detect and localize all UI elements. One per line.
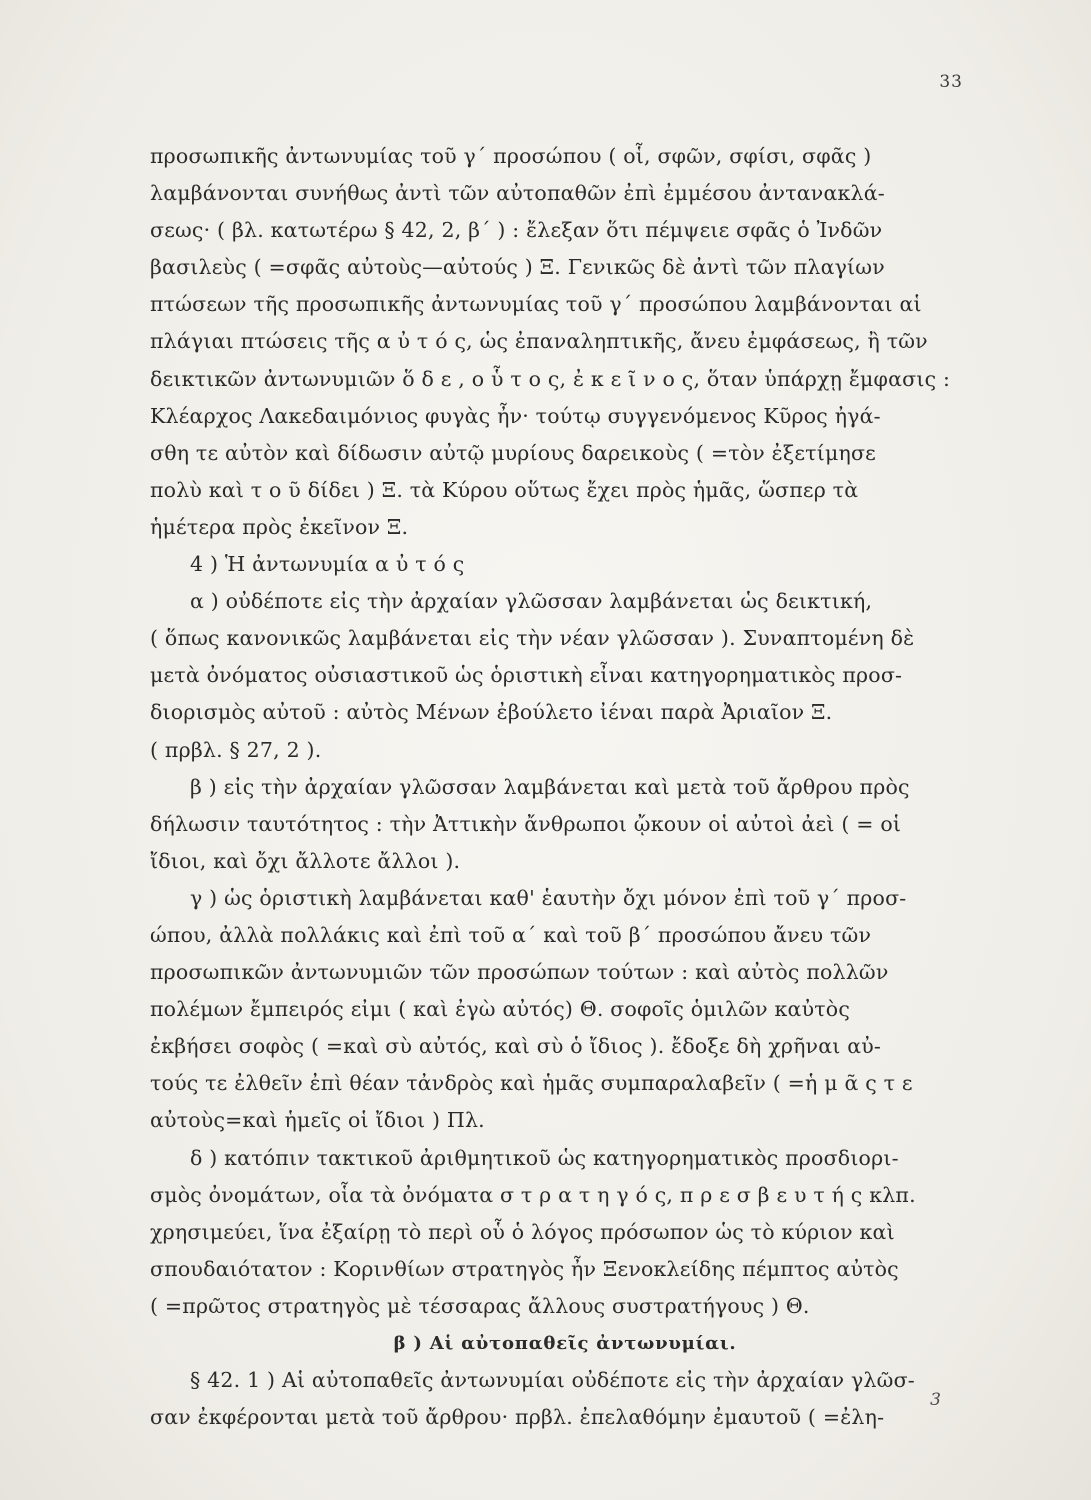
text-line: δ ) κατόπιν τακτικοῦ ἀριθμητικοῦ ὡς κατηγορηματικὸς προσδιορι- — [190, 1145, 899, 1170]
text-line: γ ) ὡς ὁριστικὴ λαμβάνεται καθ' ἑαυτὴν ὄχι μόνον ἐπὶ τοῦ γ΄ προσ- — [190, 885, 907, 910]
body-text — [150, 138, 980, 1436]
text-line: σεως· ( βλ. κατωτέρω § 42, 2, β΄ ) : ἔλεξαν ὅτι πέμψειε σφᾶς ὁ Ἰνδῶν — [150, 218, 883, 243]
text-line: α ) οὐδέποτε εἰς τὴν ἀρχαίαν γλῶσσαν λαμβάνεται ὡς δεικτική, — [190, 589, 873, 614]
page-number: 33 — [939, 72, 963, 92]
text-line: τούς τε ἐλθεῖν ἐπὶ θέαν τἀνδρὸς καὶ ἡμᾶς συμπαραλαβεῖν ( =ἡ μ ᾶ ς τ ε — [150, 1071, 913, 1096]
text-line: αὐτοὺς=καὶ ἡμεῖς οἱ ἴδιοι ) Πλ. — [150, 1108, 485, 1133]
text-line: ( πρβλ. § 27, 2 ). — [150, 737, 322, 762]
text-line: β ) εἰς τὴν ἀρχαίαν γλῶσσαν λαμβάνεται καὶ μετὰ τοῦ ἄρθρου πρὸς — [190, 774, 910, 799]
text-line: βασιλεὺς ( =σφᾶς αὐτοὺς—αὐτούς ) Ξ. Γενικῶς δὲ ἀντὶ τῶν πλαγίων — [150, 255, 885, 280]
text-line: δήλωσιν ταυτότητος : τὴν Ἀττικὴν ἄνθρωποι ᾤκουν οἱ αὐτοὶ ἀεὶ ( = οἱ — [150, 811, 902, 836]
subsection-title: β ) Αἱ αὐτοπαθεῖς ἀντωνυμίαι. — [393, 1333, 737, 1354]
text-line: πολέμων ἔμπειρός εἰμι ( καὶ ἐγὼ αὐτός) Θ. σοφοῖς ὁμιλῶν καὐτὸς — [150, 997, 851, 1022]
text-line: πολὺ καὶ τ ο ῦ δίδει ) Ξ. τὰ Κύρου οὕτως ἔχει πρὸς ἡμᾶς, ὥσπερ τὰ — [150, 477, 859, 502]
text-line: σμὸς ὀνομάτων, οἷα τὰ ὀνόματα σ τ ρ α τ η γ ό ς, π ρ ε σ β ε υ τ ή ς κλπ. — [150, 1182, 916, 1207]
text-line: σθη τε αὐτὸν καὶ δίδωσιν αὐτῷ μυρίους δαρεικοὺς ( =τὸν ἐξετίμησε — [150, 440, 876, 465]
text-line: δεικτικῶν ἀντωνυμιῶν ὅ δ ε , ο ὗ τ ο ς, ἐ κ ε ῖ ν ο ς, ὅταν ὑπάρχῃ ἔμφασις : — [150, 366, 951, 391]
text-line: σαν ἐκφέρονται μετὰ τοῦ ἄρθρου· πρβλ. ἐπελαθόμην ἐμαυτοῦ ( =ἐλη- — [150, 1405, 885, 1430]
text-line: ( =πρῶτος στρατηγὸς μὲ τέσσαρας ἄλλους συστρατήγους ) Θ. — [150, 1293, 810, 1318]
text-line: λαμβάνονται συνήθως ἀντὶ τῶν αὐτοπαθῶν ἐπὶ ἐμμέσου ἀντανακλά- — [150, 181, 885, 206]
text-line: πτώσεων τῆς προσωπικῆς ἀντωνυμίας τοῦ γ΄ προσώπου λαμβάνονται αἱ — [150, 292, 922, 317]
text-line: ( ὅπως κανονικῶς λαμβάνεται εἰς τὴν νέαν γλῶσσαν ). Συναπτομένη δὲ — [150, 626, 915, 651]
text-line: προσωπικῶν ἀντωνυμιῶν τῶν προσώπων τούτων : καὶ αὐτὸς πολλῶν — [150, 960, 889, 985]
signature-mark: 3 — [930, 1390, 941, 1410]
text-line: ἡμέτερα πρὸς ἐκεῖνον Ξ. — [150, 514, 409, 539]
text-line: σπουδαιότατον : Κορινθίων στρατηγὸς ἦν Ξενοκλείδης πέμπτος αὐτὸς — [150, 1256, 899, 1281]
section-heading-4: 4 ) Ἡ ἀντωνυμία α ὐ τ ό ς — [190, 552, 465, 577]
section-42-line: § 42. 1 ) Αἱ αὐτοπαθεῖς ἀντωνυμίαι οὐδέποτε εἰς τὴν ἀρχαίαν γλῶσ- — [190, 1368, 915, 1393]
text-line: χρησιμεύει, ἵνα ἐξαίρῃ τὸ περὶ οὗ ὁ λόγος πρόσωπον ὡς τὸ κύριον καὶ — [150, 1219, 895, 1244]
text-line: Κλέαρχος Λακεδαιμόνιος φυγὰς ἦν· τούτῳ συγγενόμενος Κῦρος ἠγά- — [150, 403, 881, 428]
text-line: διορισμὸς αὐτοῦ : αὐτὸς Μένων ἐβούλετο ἰέναι παρὰ Ἀριαῖον Ξ. — [150, 700, 833, 725]
text-line: ἐκβήσει σοφὸς ( =καὶ σὺ αὐτός, καὶ σὺ ὁ ἴδιος ). ἔδοξε δὴ χρῆναι αὐ- — [150, 1034, 882, 1059]
text-line: προσωπικῆς ἀντωνυμίας τοῦ γ΄ προσώπου ( οἷ, σφῶν, σφίσι, σφᾶς ) — [150, 144, 872, 168]
text-line: ώπου, ἀλλὰ πολλάκις καὶ ἐπὶ τοῦ α΄ καὶ τοῦ β΄ προσώπου ἄνευ τῶν — [150, 922, 872, 947]
text-line: πλάγιαι πτώσεις τῆς α ὐ τ ό ς, ὡς ἐπαναληπτικῆς, ἄνευ ἐμφάσεως, ἢ τῶν — [150, 329, 928, 354]
text-line: ἴδιοι, καὶ ὄχι ἄλλοτε ἄλλοι ). — [150, 848, 461, 873]
text-line: μετὰ ὀνόματος οὐσιαστικοῦ ὡς ὁριστικὴ εἶναι κατηγορηματικὸς προσ- — [150, 663, 903, 688]
